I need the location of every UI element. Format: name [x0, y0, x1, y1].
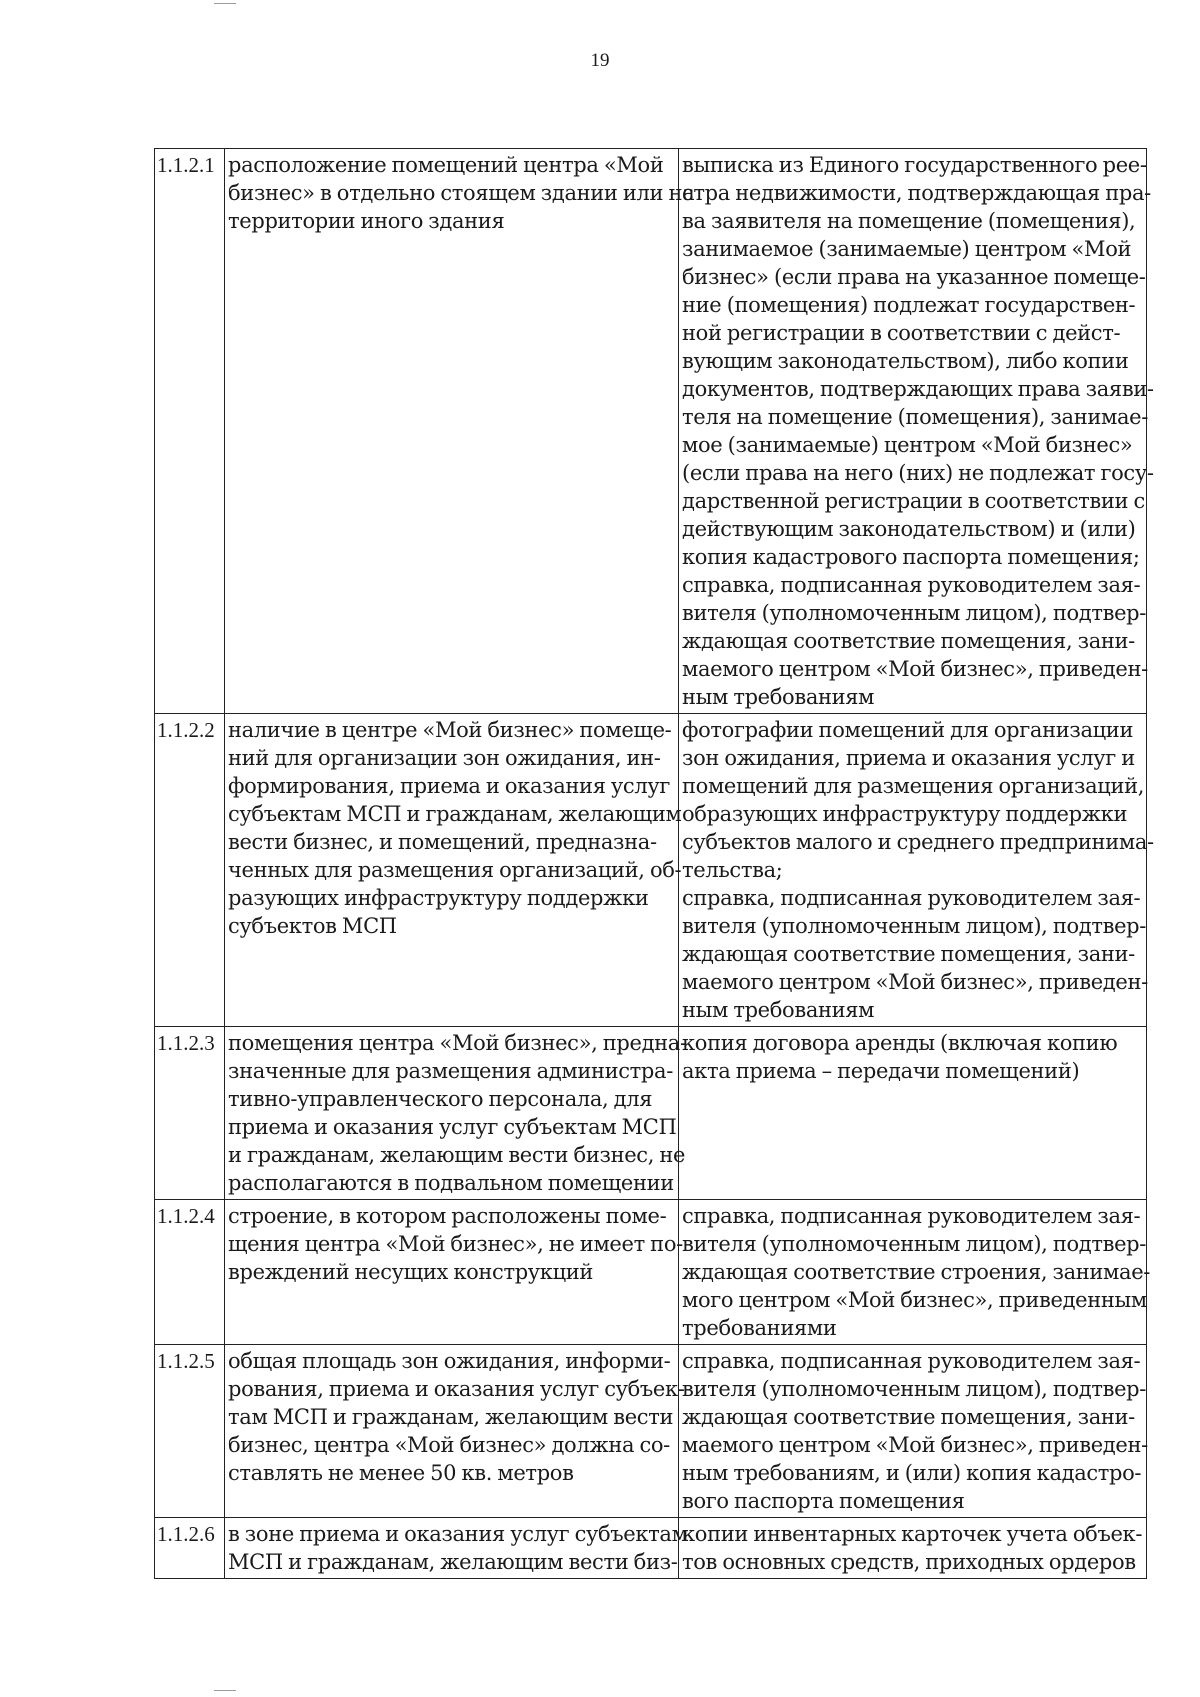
documents-cell [679, 1345, 1147, 1518]
requirement-cell [225, 714, 682, 1027]
documents-cell [679, 1518, 1147, 1579]
item-number-cell: 1.1.2.1 [155, 149, 225, 714]
requirement-cell [225, 1345, 685, 1518]
scan-artifact-bottom [214, 1690, 236, 1691]
item-number-cell: 1.1.2.2 [155, 714, 225, 1027]
document-text-line: субъектов малого и среднего предпринима- [682, 830, 1154, 854]
documents-cell [679, 714, 1154, 1027]
requirement-cell [225, 149, 695, 714]
requirement-text-line: ченных для размещения организаций, об- [228, 858, 682, 882]
document-text-line: стра недвижимости, подтверждающая пра- [682, 181, 1151, 205]
requirement-text-line: значенные для размещения администра- [228, 1059, 673, 1083]
document-text-line: копия кадастрового паспорта помещения; [682, 545, 1140, 569]
item-number-cell: 1.1.2.5 [155, 1345, 225, 1518]
document-text-line: занимаемое (занимаемые) центром «Мой [682, 237, 1132, 261]
documents-cell [679, 1027, 1147, 1200]
document-text-line: требованиями [682, 1316, 837, 1340]
requirement-text-line: территории иного здания [228, 209, 505, 233]
document-text-line: действующим законодательством) и (или) [682, 517, 1136, 541]
table-row [155, 1027, 1147, 1200]
document-text-line: мого центром «Мой бизнес», приведенным [682, 1288, 1147, 1312]
requirement-text-line: помещения центра «Мой бизнес», предна- [228, 1031, 687, 1055]
document-text-line: ждающая соответствие помещения, зани- [682, 1405, 1135, 1429]
document-text-line: (если права на него (них) не подлежат госу- [682, 461, 1154, 485]
document-text-line: фотографии помещений для организации [682, 718, 1134, 742]
document-text-line: выписка из Единого государственного рее- [682, 153, 1147, 177]
document-text-line: вителя (уполномоченным лицом), подтвер- [682, 1377, 1146, 1401]
document-text-line: справка, подписанная руководителем зая- [682, 886, 1141, 910]
requirement-text-line: наличие в центре «Мой бизнес» помеще- [228, 718, 672, 742]
requirement-text-line: вреждений несущих конструкций [228, 1260, 594, 1284]
requirement-text-line: ний для организации зон ожидания, ин- [228, 746, 661, 770]
document-text-line: образующих инфраструктуру поддержки [682, 802, 1128, 826]
requirement-text-line: формирования, приема и оказания услуг [228, 774, 670, 798]
document-text-line: мое (занимаемые) центром «Мой бизнес» [682, 433, 1133, 457]
requirement-text-line: МСП и гражданам, желающим вести биз- [228, 1550, 678, 1574]
scan-artifact-top [214, 3, 236, 4]
requirement-text-line: расположение помещений центра «Мой [228, 153, 664, 177]
document-text-line: ным требованиям [682, 685, 875, 709]
document-text-line: ждающая соответствие помещения, зани- [682, 629, 1135, 653]
item-number-cell: 1.1.2.4 [155, 1200, 225, 1345]
documents-cell [679, 1200, 1151, 1345]
requirement-text-line: субъектов МСП [228, 914, 397, 938]
document-text-line: ва заявителя на помещение (помещения), [682, 209, 1136, 233]
requirement-text-line: и гражданам, желающим вести бизнес, не [228, 1143, 686, 1167]
document-text-line: справка, подписанная руководителем зая- [682, 573, 1141, 597]
requirement-cell [225, 1200, 683, 1345]
document-text-line: ждающая соответствие помещения, зани- [682, 942, 1135, 966]
document-text-line: тельства; [682, 858, 783, 882]
document-text-line: бизнес» (если права на указанное помеще- [682, 265, 1146, 289]
requirements-table-body [155, 149, 1154, 1579]
document-text-line: копия договора аренды (включая копию [682, 1031, 1118, 1055]
requirement-text-line: строение, в котором расположены поме- [228, 1204, 667, 1228]
requirement-text-line: бизнес, центра «Мой бизнес» должна со- [228, 1433, 670, 1457]
requirement-text-line: рования, приема и оказания услуг субъек- [228, 1377, 685, 1401]
document-text-line: ждающая соответствие строения, занимае- [682, 1260, 1151, 1284]
requirement-text-line: ставлять не менее 50 кв. метров [228, 1461, 574, 1485]
document-text-line: ной регистрации в соответствии с дейст- [682, 321, 1121, 345]
document-text-line: ным требованиям, и (или) копия кадастро- [682, 1461, 1142, 1485]
document-text-line: вого паспорта помещения [682, 1489, 965, 1513]
table-row [155, 1345, 1147, 1518]
document-text-line: вителя (уполномоченным лицом), подтвер- [682, 914, 1146, 938]
requirement-text-line: разующих инфраструктуру поддержки [228, 886, 649, 910]
requirement-text-line: субъектам МСП и гражданам, желающим [228, 802, 682, 826]
document-text-line: маемого центром «Мой бизнес», приведен- [682, 1433, 1148, 1457]
document-text-line: теля на помещение (помещения), занимае- [682, 405, 1148, 429]
requirements-table [154, 148, 1154, 1579]
requirement-text-line: тивно-управленческого персонала, для [228, 1087, 653, 1111]
document-text-line: маемого центром «Мой бизнес», приведен- [682, 970, 1148, 994]
requirement-cell [225, 1027, 687, 1200]
document-text-line: маемого центром «Мой бизнес», приведен- [682, 657, 1148, 681]
requirement-text-line: общая площадь зон ожидания, информи- [228, 1349, 671, 1373]
document-text-line: ным требованиям [682, 998, 875, 1022]
table-row [155, 714, 1147, 1027]
requirement-text-line: бизнес» в отдельно стоящем здании или на [228, 181, 695, 205]
requirement-text-line: в зоне приема и оказания услуг субъектам [228, 1522, 688, 1546]
document-text-line: зон ожидания, приема и оказания услуг и [682, 746, 1135, 770]
requirement-text-line: там МСП и гражданам, желающим вести [228, 1405, 674, 1429]
document-text-line: документов, подтверждающих права заяви- [682, 377, 1154, 401]
document-text-line: дарственной регистрации в соответствии с [682, 489, 1145, 513]
requirement-text-line: вести бизнес, и помещений, предназна- [228, 830, 657, 854]
document-text-line: вующим законодательством), либо копии [682, 349, 1129, 373]
document-text-line: копии инвентарных карточек учета объек- [682, 1522, 1143, 1546]
item-number-cell: 1.1.2.6 [155, 1518, 225, 1579]
table-row [155, 1200, 1147, 1345]
document-text-line: акта приема – передачи помещений) [682, 1059, 1080, 1083]
page-number: 19 [590, 50, 610, 71]
table-row [155, 149, 1147, 714]
requirement-text-line: приема и оказания услуг субъектам МСП [228, 1115, 677, 1139]
document-text-line: справка, подписанная руководителем зая- [682, 1349, 1141, 1373]
requirement-text-line: располагаются в подвальном помещении [228, 1171, 674, 1195]
document-text-line: справка, подписанная руководителем зая- [682, 1204, 1141, 1228]
document-text-line: помещений для размещения организаций, [682, 774, 1145, 798]
document-text-line: ние (помещения) подлежат государствен- [682, 293, 1136, 317]
document-text-line: тов основных средств, приходных ордеров [682, 1550, 1136, 1574]
table-row [155, 1518, 1147, 1579]
documents-cell [679, 149, 1154, 714]
item-number-cell: 1.1.2.3 [155, 1027, 225, 1200]
requirement-text-line: щения центра «Мой бизнес», не имеет по- [228, 1232, 683, 1256]
requirement-cell [225, 1518, 688, 1579]
document-text-line: вителя (уполномоченным лицом), подтвер- [682, 601, 1146, 625]
document-text-line: вителя (уполномоченным лицом), подтвер- [682, 1232, 1146, 1256]
